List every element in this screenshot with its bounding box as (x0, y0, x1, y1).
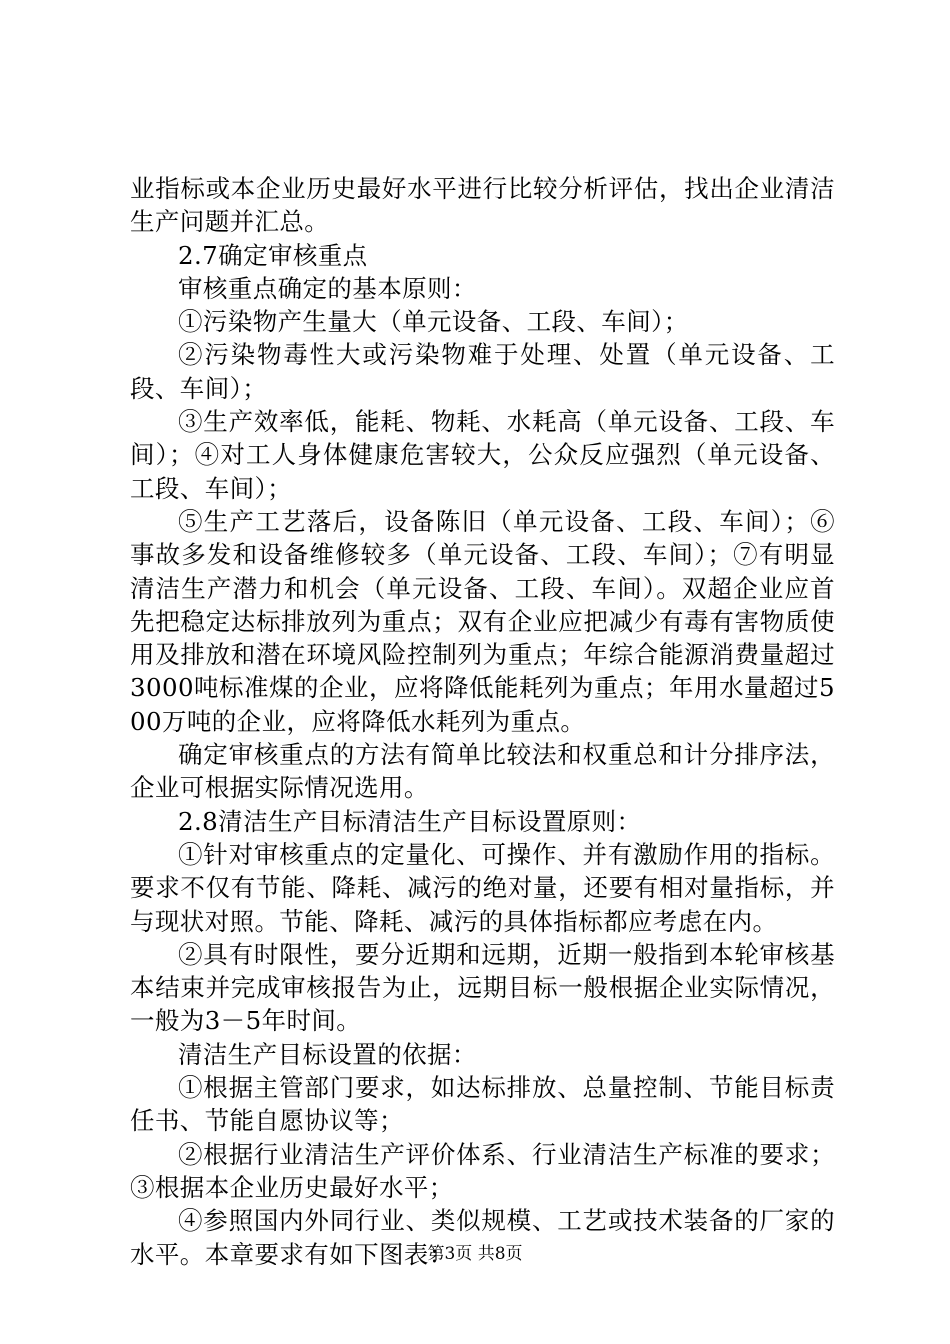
list-item-2: ②污染物毒性大或污染物难于处理、处置（单元设备、工段、车间）； (130, 340, 835, 403)
paragraph-1: 业指标或本企业历史最好水平进行比较分析评估，找出企业清洁生产问题并汇总。 (130, 174, 835, 237)
paragraph-12: 清洁生产目标设置的依据： (178, 1039, 477, 1069)
goal-basis-4: ④参照国内外同行业、类似规模、工艺或技术装备的厂家的水平。本章要求有如下图表： (130, 1206, 835, 1269)
page-number: 第3页 共8页 (427, 1244, 523, 1264)
section-heading-2-7: 2.7确定审核重点 (178, 240, 368, 270)
paragraph-8: 确定审核重点的方法有简单比较法和权重总和计分排序法，企业可根据实际情况选用。 (130, 740, 835, 803)
document-body (130, 172, 835, 1271)
section-heading-2-8: 2.8清洁生产目标清洁生产目标设置原则： (178, 806, 642, 836)
goal-basis-2: ②根据行业清洁生产评价体系、行业清洁生产标准的要求；③根据本企业历史最好水平； (130, 1139, 835, 1202)
goal-basis-1: ①根据主管部门要求，如达标排放、总量控制、节能目标责任书、节能自愿协议等； (130, 1073, 835, 1136)
list-item-3: ③生产效率低，能耗、物耗、水耗高（单元设备、工段、车间）；④对工人身体健康危害较大，公众反应强烈（单元设备、工段、车间）； (130, 407, 835, 503)
paragraph-3: 审核重点确定的基本原则： (178, 273, 477, 303)
list-item-1: ①污染物产生量大（单元设备、工段、车间）； (178, 307, 689, 337)
list-item-5: ⑤生产工艺落后，设备陈旧（单元设备、工段、车间）；⑥事故多发和设备维修较多（单元设备、工段、车间）；⑦有明显清洁生产潜力和机会（单元设备、工段、车间）。双超企业应首先把稳定达标排放列为重点；双有企业应把减少有毒有害物质使用及排放和潜在环境风险控制列为重点；年综合能源消费量超过3000吨标准煤的企业，应将降低能耗列为重点；年用水量超过500万吨的企业，应将降低水耗列为重点。 (130, 506, 835, 736)
goal-principle-1: ①针对审核重点的定量化、可操作、并有激励作用的指标。要求不仅有节能、降耗、减污的绝对量，还要有相对量指标，并与现状对照。节能、降耗、减污的具体指标都应考虑在内。 (130, 839, 835, 936)
goal-principle-2: ②具有时限性，要分近期和远期，近期一般指到本轮审核基本结束并完成审核报告为止，远期目标一般根据企业实际情况，一般为3－5年时间。 (130, 939, 835, 1036)
